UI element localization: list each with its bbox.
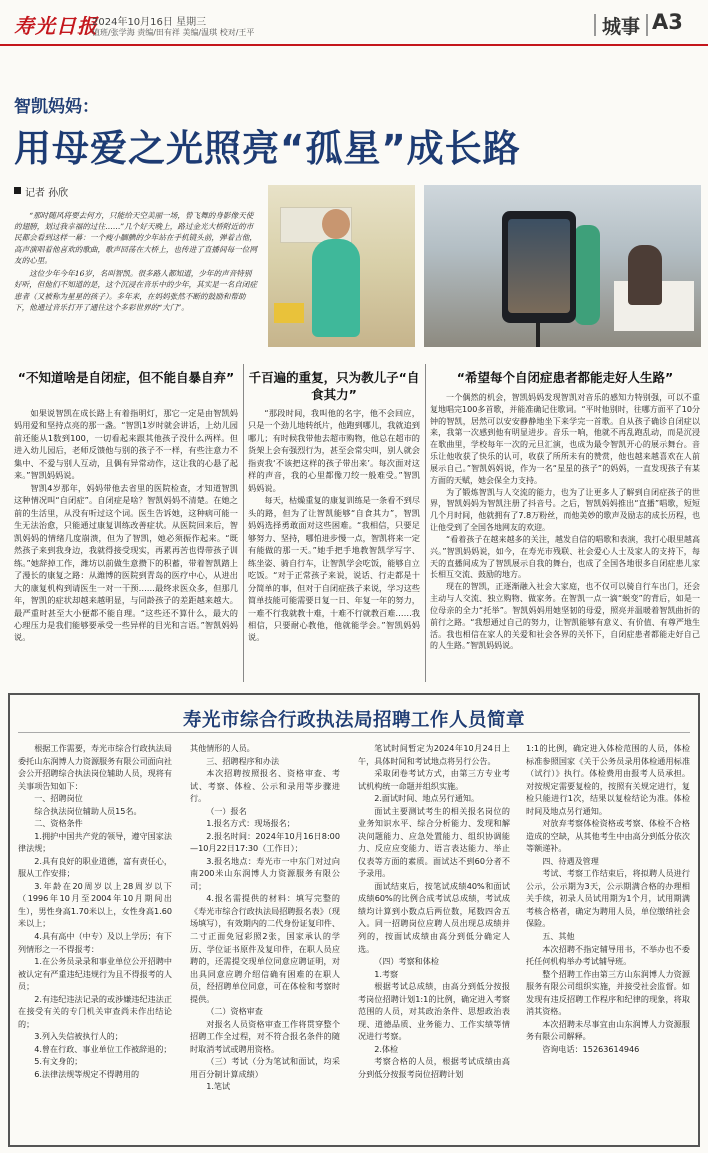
notice-paragraph: 5.有文身的； bbox=[34, 1056, 83, 1067]
subhead-1: “不知道啥是自闭症，但不能自暴自弃” bbox=[17, 370, 235, 385]
column-rule bbox=[425, 364, 426, 682]
phone-stand bbox=[536, 323, 540, 347]
byline-marker bbox=[14, 187, 21, 194]
paragraph: 现在的智凯，正逐渐融入社会大家庭，也不仅可以骑自行车出门，还会主动与人交流、独立购物、做家务。在智凯一点一滴“蜕变”的背后，如是一位母亲的全力“托举”。智凯妈妈用她坚韧的母爱，照亮并温暖着智凯曲折的前行之路。“我想通过自己的努力，让智凯能够有意义、有价值、有尊严地生活。我也相信在家人的关爱和社会各界的关怀下，自闭症患者都能走好自己的人生路。”智凯妈妈说。 bbox=[430, 582, 700, 651]
article-column-3 bbox=[430, 392, 700, 652]
paragraph: 一个偶然的机会，智凯妈妈发现智凯对音乐的感知力特别强，可以不重复地唱完100多首歌，并能准确记住歌词。“平时他别时，往哪方面平了10分钟的智凯，居然可以安安静静地坐下来学完一首歌。自从孩子确诊自闭症以来，我第一次感到他有明显进步。音乐一响，他就不再乱跑乱动，而是沉浸在歌曲里，学校每年一次的元旦汇演，也成为最令智凯开心的展示舞台。音乐让他收获了快乐的认可，收获了所所未有的赞赏，他也越来越喜欢在人前展示自己。”智凯妈妈说，作为一名“星星的孩子”的妈妈，一直发现孩子有某方面的天赋，她会保全力支持。 bbox=[430, 393, 700, 485]
notice-paragraph: 本次招聘不指定辅导用书，不举办也不委托任何机构举办考试辅导班。 bbox=[526, 943, 690, 967]
notice-paragraph: 采取闭卷考试方式，由第三方专业考试机构统一命题并组织实施。 bbox=[358, 768, 510, 791]
masthead-divider bbox=[646, 14, 648, 36]
notice-paragraph: 2.体检 bbox=[374, 1043, 399, 1054]
notice-paragraph: 考试、考察工作结束后，将拟聘人员进行公示，公示期为3天，公示期满合格的办理相关手续，初录人员试用期为1个月，试用期满考核合格者，确定为聘用人员，单位缴纳社会保险。 bbox=[526, 868, 690, 929]
notice-paragraph: 4.曾在行政、事业单位工作被辞退的； bbox=[34, 1043, 172, 1054]
notice-paragraph: 本次招聘按照报名、资格审查、考试、考察、体检、公示和录用等步骤进行。 bbox=[190, 768, 340, 804]
notice-column-4 bbox=[526, 742, 690, 1055]
subhead-3: “希望每个自闭症患者都能走好人生路” bbox=[456, 370, 674, 385]
intro-paragraph: “那时随风将要去何方，只能给天空美丽一场，曾飞舞的身影像天使的翅膀，划过我幸福的过往……”几个好天晚上，路过金光大桥附近的市民都会看到这样一幕：一个瘦小腼腆的少年站在手机镜头前，弹着吉他，高声演唱着他喜欢的歌曲，歌声回荡在大桥上，也传进了直播间每一位网友的心里。 bbox=[14, 211, 257, 265]
notice-paragraph: 四、待遇及管理 bbox=[542, 855, 599, 866]
paragraph: 为了锻炼智凯与人交流的能力，也为了让更多人了解到自闭症孩子的世界，智凯妈妈为智凯注册了抖音号。之后，智凯妈妈推出“直播”唱歌，短短几个月时间，他就拥有了7.8万粉丝，而他美妙的歌声及励志的成长历程，也让他受到了全国各地网友的欢迎。 bbox=[430, 487, 700, 533]
notice-paragraph: （一）报名 bbox=[206, 805, 247, 816]
article-kicker: 智凯妈妈： bbox=[14, 97, 99, 117]
mother-figure bbox=[628, 245, 662, 305]
notice-title: 寿光市综合行政执法局招聘工作人员简章 bbox=[182, 710, 525, 731]
notice-paragraph: （四）考察和体检 bbox=[374, 956, 439, 967]
notice-paragraph: 面试结束后，按笔试成绩40%和面试成绩60%的比例合成考试总成绩，考试成绩均计算到小数点后两位数，尾数四舍五入。同一招聘岗位应聘人员出现总成绩并列的，按面试成绩由高分到低分确定人选。 bbox=[358, 880, 510, 954]
notice-paragraph: 一、招聘岗位 bbox=[34, 793, 83, 804]
article-byline: 记者 孙欣 bbox=[25, 188, 69, 199]
article-column-1 bbox=[14, 407, 238, 644]
notice-paragraph: 五、其他 bbox=[542, 930, 575, 941]
notice-paragraph: 2.有违纪违法记录的或涉嫌违纪违法正在接受有关的专门机关审查尚未作出结论的； bbox=[18, 993, 172, 1029]
notice-paragraph: 2.面试时间、地点另行通知。 bbox=[374, 793, 480, 804]
notice-paragraph: 1.报名方式：现场报名； bbox=[206, 818, 295, 829]
notice-paragraph: 6.法律法规等规定不得聘用的 bbox=[34, 1068, 140, 1079]
notice-paragraph: 3.列入失信被执行人的； bbox=[34, 1031, 123, 1042]
paragraph: 每天，枯燥重复的康复训练是一条看不到尽头的路，但为了让智凯能够“自食其力”，智凯妈妈选择勇敢面对这些困难。“我相信，只要足够努力、坚持，哪怕进步慢一点，智凯将来一定有能做的那一天。”她手把手地教智凯学写字、练坐姿、骑自行车，让智凯学会吃饭，能够自立吃饭。“对于正常孩子来说，说话、行走都是十分简单的事，但对于自闭症孩子来说，学习这些简单技能可能需要日复一日、年复一年的努力，一难不行我就教十难，十难不行就教百难……我相信，只要耐心教他，他就能学会。”智凯妈妈说。 bbox=[248, 495, 420, 643]
notice-paragraph: 根据考试总成绩，由高分到低分按报考岗位招聘计划1:1的比例，确定进入考察范围的人员，对其政治条件、思想政治表现、道德品质、业务能力、工作实绩等情况进行考察。 bbox=[358, 981, 510, 1042]
notice-paragraph: 1.笔试 bbox=[206, 1081, 231, 1092]
boy-figure bbox=[312, 239, 360, 337]
notice-paragraph: 笔试时间暂定为2024年10月24日上午，具体时间和考试地点将另行公告。 bbox=[358, 743, 510, 766]
masthead-rule bbox=[0, 44, 708, 46]
paragraph: “那段时间，我叫他的名字，他不会回应，只是一个劲儿地转纸片，他跑到哪儿，我就追到哪儿；有时候我带他去超市购物，他总在超市的货架上会有强烈行为，甚至会常尖叫，别人就会指责我‘不该把这样的孩子带出来’。每次面对这样的声音，我的心里都像刀绞一般难受。”智凯妈妈说。 bbox=[248, 408, 420, 493]
notice-paragraph: 4.报名需提供的材料：填写完整的《寿光市综合行政执法局招聘报名表》（现场填写），有效期内的二代身份证复印件、二寸正面免冠彩照2张，国家承认的学历、学位证书原件及复印件，在职人员应聘的，还需提交现单位同意应聘证明，对出具同意应聘介绍信确有困难的在职人员，经招聘单位同意，可在体检和考察时提供。 bbox=[190, 893, 340, 1004]
page-number: A3 bbox=[652, 10, 683, 34]
issue-date: 2024年10月16日 星期三 bbox=[92, 17, 207, 28]
notice-paragraph: 对报名人员资格审查工作将贯穿整个招聘工作全过程，对不符合报名条件的随时取消考试或聘用资格。 bbox=[190, 1018, 340, 1054]
paragraph: “看着孩子在越来越多的关注，越发自信的唱歌和表演，我打心眼里越高兴。”智凯妈妈说，如今，在寿光市残联、社会爱心人士及家人的支持下，每天的直播间成为了智凯展示自我的舞台，也成了全国各地很多自闭症患儿家长相互交流、鼓励的地方。 bbox=[430, 534, 700, 580]
column-rule bbox=[243, 364, 244, 682]
notice-paragraph: 1.在公务员录录和事业单位公开招聘中被认定有严重违纪违规行为且不得报考的人员； bbox=[18, 956, 172, 992]
masthead-divider bbox=[594, 14, 596, 36]
notice-paragraph: 1:1的比例，确定进入体检范围的人员，体检标准参照国家《关于公务员录用体检通用标准（试行）》执行。体检费用由报考人员承担。对按规定需要复检的，按照有关规定进行，复检只能进行1次，结果以复检结论为准。体检时间及地点另行通知。 bbox=[526, 743, 690, 816]
notice-column-1 bbox=[18, 742, 172, 1080]
notice-paragraph: 本次招聘未尽事宜由山东润博人力资源服务有限公司解释。 bbox=[526, 1018, 690, 1042]
notice-paragraph: 三、招聘程序和办法 bbox=[206, 755, 280, 766]
notice-paragraph: 整个招聘工作由第三方山东润博人力资源服务有限公司组织实施，并接受社会监督。如发现有违反招聘工作程序和纪律的现象，将取消其资格。 bbox=[526, 968, 690, 1017]
notice-paragraph: 面试主要测试考生的相关报名岗位的业务知识水平、综合分析能力、发现和解决问题能力、应急处置能力、组织协调能力、反应应变能力、语言表达能力、举止仪表等方面的素质。面试达不到60分者不予录用。 bbox=[358, 805, 510, 879]
notice-column-2 bbox=[190, 742, 340, 1093]
photo-livestream bbox=[424, 185, 701, 347]
article-intro bbox=[14, 210, 258, 315]
paragraph: 智凯4岁那年，妈妈带他去省里的医院检查，才知道智凯这种情况叫“自闭症”。自闭症是啥？智凯妈妈不清楚。在她之前的生活里，从没有听过这个词。医生告诉她，这种病可能一生无法治愈，只能通过康复训练改善症状。从医院回来后，智凯妈妈的情绪几度崩溃，但为了智凯，她必须振作起来。“既然孩子来到我身边，我就得接受现实，再累再苦也得带孩子训练。”她辞掉工作，潍坊以前做生意攒下的积蓄，带着智凯踏上了漫长的康复之路：从潍博的医院到青岛的医疗中心，从进出大的康复机构到请医生一对一干预……最终求医众多，但那几年，智凯的症状却越来越明显，与同龄孩子的差距越来越大。最严重时甚至大小便都不能自理。“这些还不算什么，最大的心理压力是我们能够要承受一些异样的目光和言语。”智凯妈妈说。 bbox=[14, 482, 238, 643]
notice-paragraph: 2.具有良好的职业道德，富有责任心，服从工作安排； bbox=[18, 855, 172, 879]
notice-paragraph: 根据工作需要，寿光市综合行政执法局委托山东润博人力资源服务有限公司面向社会公开招聘综合执法岗位辅助人员，现将有关事项告知如下： bbox=[18, 743, 172, 791]
notice-paragraph: 3.年龄在20周岁以上28周岁以下（1996年10月至2004年10月期间出生），男性身高1.70米以上，女性身高1.60米以上； bbox=[18, 880, 172, 929]
notice-paragraph: 对放弃考察体检资格或考察、体检不合格造成的空缺，从其他考生中由高分到低分依次等额递补。 bbox=[526, 818, 690, 854]
notice-paragraph: 2.报名时间：2024年10月16日8:00—10月22日17:30（工作日）； bbox=[190, 830, 340, 854]
notice-paragraph: （二）资格审查 bbox=[206, 1006, 263, 1017]
yellow-chair bbox=[274, 303, 304, 323]
notice-paragraph: 1.拥护中国共产党的领导，遵守国家法律法规； bbox=[18, 830, 172, 854]
phone-screen bbox=[508, 219, 570, 313]
notice-paragraph: 其他情形的人员。 bbox=[190, 743, 255, 753]
paragraph: 如果说智凯在成长路上有着指明灯，那它一定是由智凯妈妈用爱和坚持点亮的那一盏。“智凯1岁时就会讲话，上幼儿园前还能从1数到100，一切看起来跟其他孩子没什么两样。但进入幼儿园后，老师反馈他与别的孩子不一样，有些注意力不集中、不爱与别人互动，且偶有异常动作，这让我的心悬了起来。”智凯妈妈说。 bbox=[14, 408, 238, 481]
editor-credits: 值班/张学海 责编/田有祥 美编/温琪 校对/王平 bbox=[92, 28, 255, 37]
boy-figure bbox=[574, 225, 600, 325]
notice-paragraph: 1.考察 bbox=[374, 968, 399, 979]
article-column-2 bbox=[248, 407, 420, 644]
notice-title-rule bbox=[18, 732, 690, 733]
notice-paragraph: 二、资格条件 bbox=[34, 818, 83, 829]
photo-singing-boy bbox=[268, 185, 415, 347]
intro-paragraph: 这位少年今年16岁，名叫智凯。很多路人都知道，少年的声音特别好听，但他们不知道的是，这个沉浸在音乐中的少年，其实是一名自闭症患者（又被称为星星的孩子）。多年来，在妈妈张然不断的鼓励和帮助下，他通过音乐打开了通往这个多彩世界的“大门”。 bbox=[14, 269, 257, 312]
notice-paragraph: 3.报名地点：寿光市一中东门对过向南200米山东润博人力资源服务有限公司； bbox=[190, 855, 340, 891]
boy-head bbox=[322, 209, 350, 239]
notice-paragraph: 综合执法岗位辅助人员15名。 bbox=[34, 805, 142, 816]
article-headline: 用母爱之光照亮“孤星”成长路 bbox=[14, 127, 521, 170]
section-name: 城事 bbox=[602, 16, 641, 38]
notice-paragraph: 考察合格的人员，根据考试成绩由高分到低分按报考岗位招聘计划 bbox=[358, 1056, 510, 1079]
subhead-2: 千百遍的重复，只为教儿子“自食其力” bbox=[248, 370, 420, 402]
notice-paragraph: 4.具有高中（中专）及以上学历；有下列情形之一不得报考： bbox=[18, 930, 172, 954]
contact-phone: 咨询电话：15263614946 bbox=[542, 1043, 640, 1054]
notice-paragraph: （三）考试（分为笔试和面试，均采用百分制计算成绩） bbox=[190, 1056, 340, 1079]
notice-column-3 bbox=[358, 742, 510, 1080]
newspaper-logo: 寿光日报 bbox=[14, 14, 98, 38]
